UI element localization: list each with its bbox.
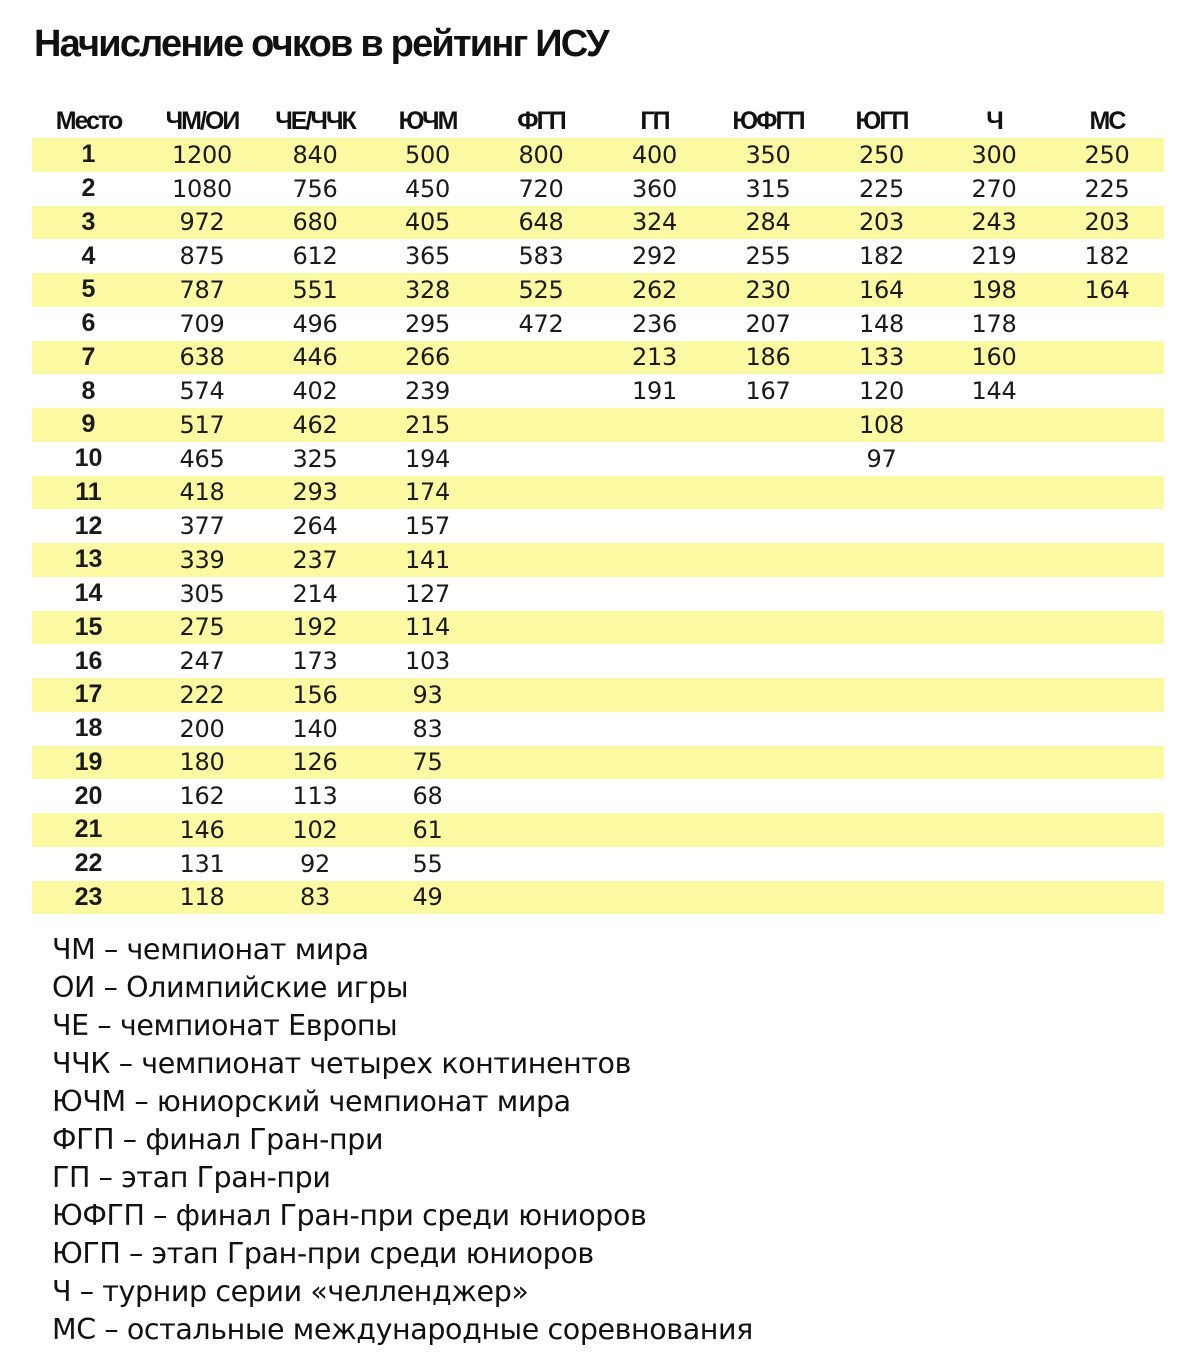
points-cell [1050,746,1164,780]
place-cell: 3 [81,207,96,236]
points-cell: 118 [179,883,225,912]
points-cell: 157 [405,512,450,541]
points-cell [484,442,598,476]
table-row [32,881,1164,915]
points-cell: 215 [405,410,450,439]
points-cell: 264 [292,512,338,541]
points-cell [598,509,711,543]
points-cell [1050,543,1164,577]
points-cell: 293 [292,478,338,507]
table-row [32,239,1164,273]
points-cell: 405 [405,208,450,237]
points-cell [1050,847,1164,881]
points-cell: 93 [412,680,443,709]
points-cell [598,543,711,577]
points-cell [1050,476,1164,510]
table-row [32,847,1164,881]
table-row [32,577,1164,611]
points-cell [938,779,1050,813]
table-row [32,307,1164,341]
points-cell: 92 [300,849,330,878]
table-row [32,813,1164,847]
points-cell: 133 [859,343,904,372]
points-cell: 162 [179,782,225,811]
table-row [32,172,1164,206]
table-row [32,273,1164,307]
points-cell: 222 [179,680,225,709]
place-cell: 11 [75,477,102,506]
place-cell: 2 [81,174,96,203]
points-cell [825,847,938,881]
page-title: Начисление очков в рейтинг ИСУ [34,23,608,65]
points-cell [484,374,598,408]
points-table [32,104,1164,914]
points-cell: 709 [179,309,225,338]
column-header: ЮЧМ [398,106,457,135]
points-cell [598,779,711,813]
column-header: ФГП [517,106,565,135]
points-cell [938,611,1050,645]
points-cell [484,678,598,712]
points-cell: 638 [179,343,225,372]
points-cell: 108 [859,410,904,439]
points-cell [598,712,711,746]
points-cell: 247 [179,647,225,676]
points-cell: 141 [405,545,450,574]
points-cell: 192 [292,613,338,642]
points-cell: 178 [971,309,1017,338]
points-cell: 239 [405,377,450,406]
place-cell: 4 [81,241,96,270]
points-cell [598,847,711,881]
points-cell: 446 [292,343,338,372]
points-cell: 131 [179,849,225,878]
column-header: ЮФГП [732,106,804,135]
points-cell: 324 [632,208,677,237]
points-cell [711,712,825,746]
points-cell [938,442,1050,476]
points-cell [598,644,711,678]
points-cell: 203 [1084,208,1130,237]
points-cell [825,476,938,510]
points-cell: 418 [179,478,225,507]
place-cell: 23 [74,882,103,911]
points-cell [938,509,1050,543]
points-cell: 465 [179,444,225,473]
column-header-place: Место [55,106,122,135]
table-row [32,408,1164,442]
points-cell [711,678,825,712]
points-cell: 225 [1084,174,1130,203]
points-cell [825,712,938,746]
table-row [32,611,1164,645]
points-cell: 236 [632,309,677,338]
place-cell: 19 [74,747,103,776]
points-cell: 75 [412,748,443,777]
points-cell: 180 [179,748,225,777]
points-cell: 167 [745,377,791,406]
points-cell [938,678,1050,712]
table-row [32,341,1164,375]
points-cell: 120 [859,377,904,406]
place-cell: 16 [74,646,103,675]
points-cell: 83 [300,883,330,912]
points-cell [1050,341,1164,375]
points-cell: 875 [179,242,225,271]
legend-item: ФГП – финал Гран-при [52,1123,384,1156]
points-cell: 377 [179,512,225,541]
points-cell: 266 [405,343,450,372]
points-cell: 305 [179,579,225,608]
points-cell [938,543,1050,577]
place-cell: 7 [81,342,96,371]
points-cell [484,408,598,442]
points-cell: 140 [292,714,338,743]
points-cell: 551 [292,275,338,304]
points-cell: 402 [292,377,338,406]
points-cell: 103 [405,647,450,676]
legend-item: ОИ – Олимпийские игры [52,971,409,1004]
points-cell [938,476,1050,510]
points-cell: 756 [292,174,338,203]
points-cell: 472 [518,309,564,338]
points-cell: 83 [412,714,443,743]
points-cell: 680 [292,208,338,237]
points-cell: 250 [1084,140,1130,169]
points-cell [484,543,598,577]
points-cell [1050,307,1164,341]
points-cell [1050,712,1164,746]
points-cell: 500 [405,140,450,169]
points-cell: 126 [292,748,338,777]
legend-item: ГП – этап Гран-при [52,1161,331,1194]
table-row [32,543,1164,577]
points-cell: 127 [405,579,450,608]
place-cell: 12 [74,511,103,540]
legend-item: Ч – турнир серии «челленджер» [52,1275,529,1308]
place-cell: 21 [74,815,103,844]
points-cell: 194 [405,444,450,473]
points-cell: 270 [971,174,1017,203]
points-cell: 146 [179,815,225,844]
points-cell [484,611,598,645]
points-cell [484,779,598,813]
points-cell: 214 [292,579,338,608]
points-cell [484,881,598,915]
points-cell: 114 [405,613,450,642]
points-cell [711,644,825,678]
table-row [32,206,1164,240]
points-cell [484,341,598,375]
points-cell: 198 [971,275,1017,304]
points-cell: 61 [412,815,443,844]
table-row [32,476,1164,510]
points-cell [825,644,938,678]
points-cell [484,847,598,881]
legend-item: ЮЧМ – юниорский чемпионат мира [52,1085,571,1118]
points-cell [1050,509,1164,543]
table-row [32,746,1164,780]
table-row [32,442,1164,476]
points-cell: 203 [859,208,904,237]
points-cell: 292 [632,242,677,271]
points-cell [711,476,825,510]
points-cell [711,779,825,813]
points-cell: 1200 [172,140,232,169]
points-cell [938,847,1050,881]
points-cell [598,881,711,915]
place-cell: 22 [74,849,103,878]
points-cell: 200 [179,714,225,743]
points-cell: 207 [745,309,791,338]
place-cell: 10 [74,444,103,473]
table-row [32,712,1164,746]
table-body [32,138,1164,914]
points-cell [825,577,938,611]
points-cell: 182 [859,242,904,271]
points-cell [825,509,938,543]
legend-item: ЧМ – чемпионат мира [52,933,369,966]
points-cell [711,408,825,442]
points-cell: 144 [971,377,1017,406]
points-cell: 350 [745,140,791,169]
points-cell: 102 [292,815,338,844]
points-cell: 186 [745,343,791,372]
table-row [32,138,1164,172]
abbreviation-legend [52,931,753,1349]
column-header: ЧМ/ОИ [165,106,239,135]
points-cell [711,509,825,543]
place-cell: 18 [74,714,103,743]
points-cell: 800 [518,140,564,169]
points-cell: 583 [518,242,564,271]
points-cell: 173 [292,647,338,676]
points-cell [711,847,825,881]
points-cell [598,442,711,476]
points-cell: 315 [745,174,791,203]
points-cell: 300 [971,140,1017,169]
points-cell: 225 [859,174,904,203]
points-cell [938,712,1050,746]
points-cell: 325 [292,444,338,473]
points-cell: 97 [866,444,897,473]
points-cell: 250 [859,140,904,169]
place-cell: 14 [74,579,103,608]
points-cell: 360 [632,174,677,203]
place-cell: 13 [74,545,103,574]
table-header-row [32,104,1164,138]
place-cell: 9 [81,410,96,439]
points-cell: 450 [405,174,450,203]
points-cell [484,509,598,543]
points-cell: 156 [292,680,338,709]
points-cell: 328 [405,275,450,304]
points-cell [711,746,825,780]
points-cell: 164 [859,275,904,304]
points-cell [484,644,598,678]
legend-item: МС – остальные международные соревнования [52,1313,753,1346]
points-cell [484,577,598,611]
points-cell [1050,678,1164,712]
points-cell [1050,374,1164,408]
place-cell: 20 [74,781,103,810]
points-cell [825,881,938,915]
place-cell: 1 [81,140,96,169]
points-cell: 400 [632,140,677,169]
place-cell: 5 [81,275,96,304]
points-cell: 720 [518,174,564,203]
points-cell: 574 [179,377,225,406]
place-cell: 6 [81,309,96,338]
points-cell [938,881,1050,915]
points-cell [598,813,711,847]
table-row [32,644,1164,678]
points-cell: 213 [632,343,677,372]
points-cell: 339 [179,545,225,574]
points-cell: 462 [292,410,338,439]
points-cell [1050,442,1164,476]
points-cell [1050,611,1164,645]
points-cell [1050,644,1164,678]
points-cell [598,408,711,442]
table-row [32,779,1164,813]
column-header: Ч [986,106,1002,135]
points-cell [938,813,1050,847]
place-cell: 17 [74,680,103,709]
points-cell [825,813,938,847]
points-cell [825,611,938,645]
points-cell: 612 [292,242,338,271]
column-header: МС [1089,106,1125,135]
points-cell [825,746,938,780]
points-cell: 840 [292,140,338,169]
points-cell [484,746,598,780]
points-cell [484,476,598,510]
points-cell [598,746,711,780]
points-cell: 55 [412,849,443,878]
points-cell: 182 [1084,242,1130,271]
points-cell [711,577,825,611]
points-cell: 113 [292,782,338,811]
points-cell: 230 [745,275,791,304]
legend-item: ЮФГП – финал Гран-при среди юниоров [52,1199,647,1232]
table-row [32,374,1164,408]
table-row [32,509,1164,543]
points-cell [711,813,825,847]
points-cell: 284 [745,208,791,237]
points-cell: 160 [971,343,1017,372]
legend-item: ЧЧК – чемпионат четырех континентов [52,1047,631,1080]
points-cell: 191 [632,377,677,406]
points-cell [825,543,938,577]
points-cell: 275 [179,613,225,642]
points-cell [711,543,825,577]
points-cell: 972 [179,208,225,237]
points-cell [484,712,598,746]
points-cell: 787 [179,275,225,304]
points-cell [598,577,711,611]
points-cell: 262 [632,275,677,304]
points-cell: 219 [971,242,1017,271]
place-cell: 8 [81,376,96,405]
points-cell: 164 [1084,275,1130,304]
points-cell: 1080 [172,174,232,203]
points-cell [1050,408,1164,442]
points-cell [711,442,825,476]
points-cell [938,408,1050,442]
points-cell [1050,881,1164,915]
points-cell [711,611,825,645]
points-cell [1050,813,1164,847]
points-cell: 237 [292,545,338,574]
points-cell [711,881,825,915]
points-cell [825,779,938,813]
points-cell [598,678,711,712]
place-cell: 15 [74,612,103,641]
column-header: ГП [640,106,669,135]
points-cell: 49 [412,883,443,912]
points-cell [938,577,1050,611]
points-cell [1050,779,1164,813]
points-cell: 68 [412,782,443,811]
points-cell [484,813,598,847]
points-cell: 295 [405,309,450,338]
points-cell: 243 [971,208,1017,237]
legend-item: ЮГП – этап Гран-при среди юниоров [52,1237,594,1270]
points-cell: 525 [518,275,564,304]
points-cell: 174 [405,478,450,507]
points-cell [825,678,938,712]
points-cell [938,746,1050,780]
column-header: ЮГП [855,106,908,135]
points-cell: 496 [292,309,338,338]
legend-item: ЧЕ – чемпионат Европы [52,1009,398,1042]
points-cell: 648 [518,208,564,237]
points-cell: 148 [859,309,904,338]
points-cell [598,611,711,645]
column-header: ЧЕ/ЧЧК [275,106,355,135]
table-row [32,678,1164,712]
points-cell [598,476,711,510]
points-cell [1050,577,1164,611]
points-cell: 255 [745,242,791,271]
points-cell: 517 [179,410,225,439]
points-cell [938,644,1050,678]
points-cell: 365 [405,242,450,271]
